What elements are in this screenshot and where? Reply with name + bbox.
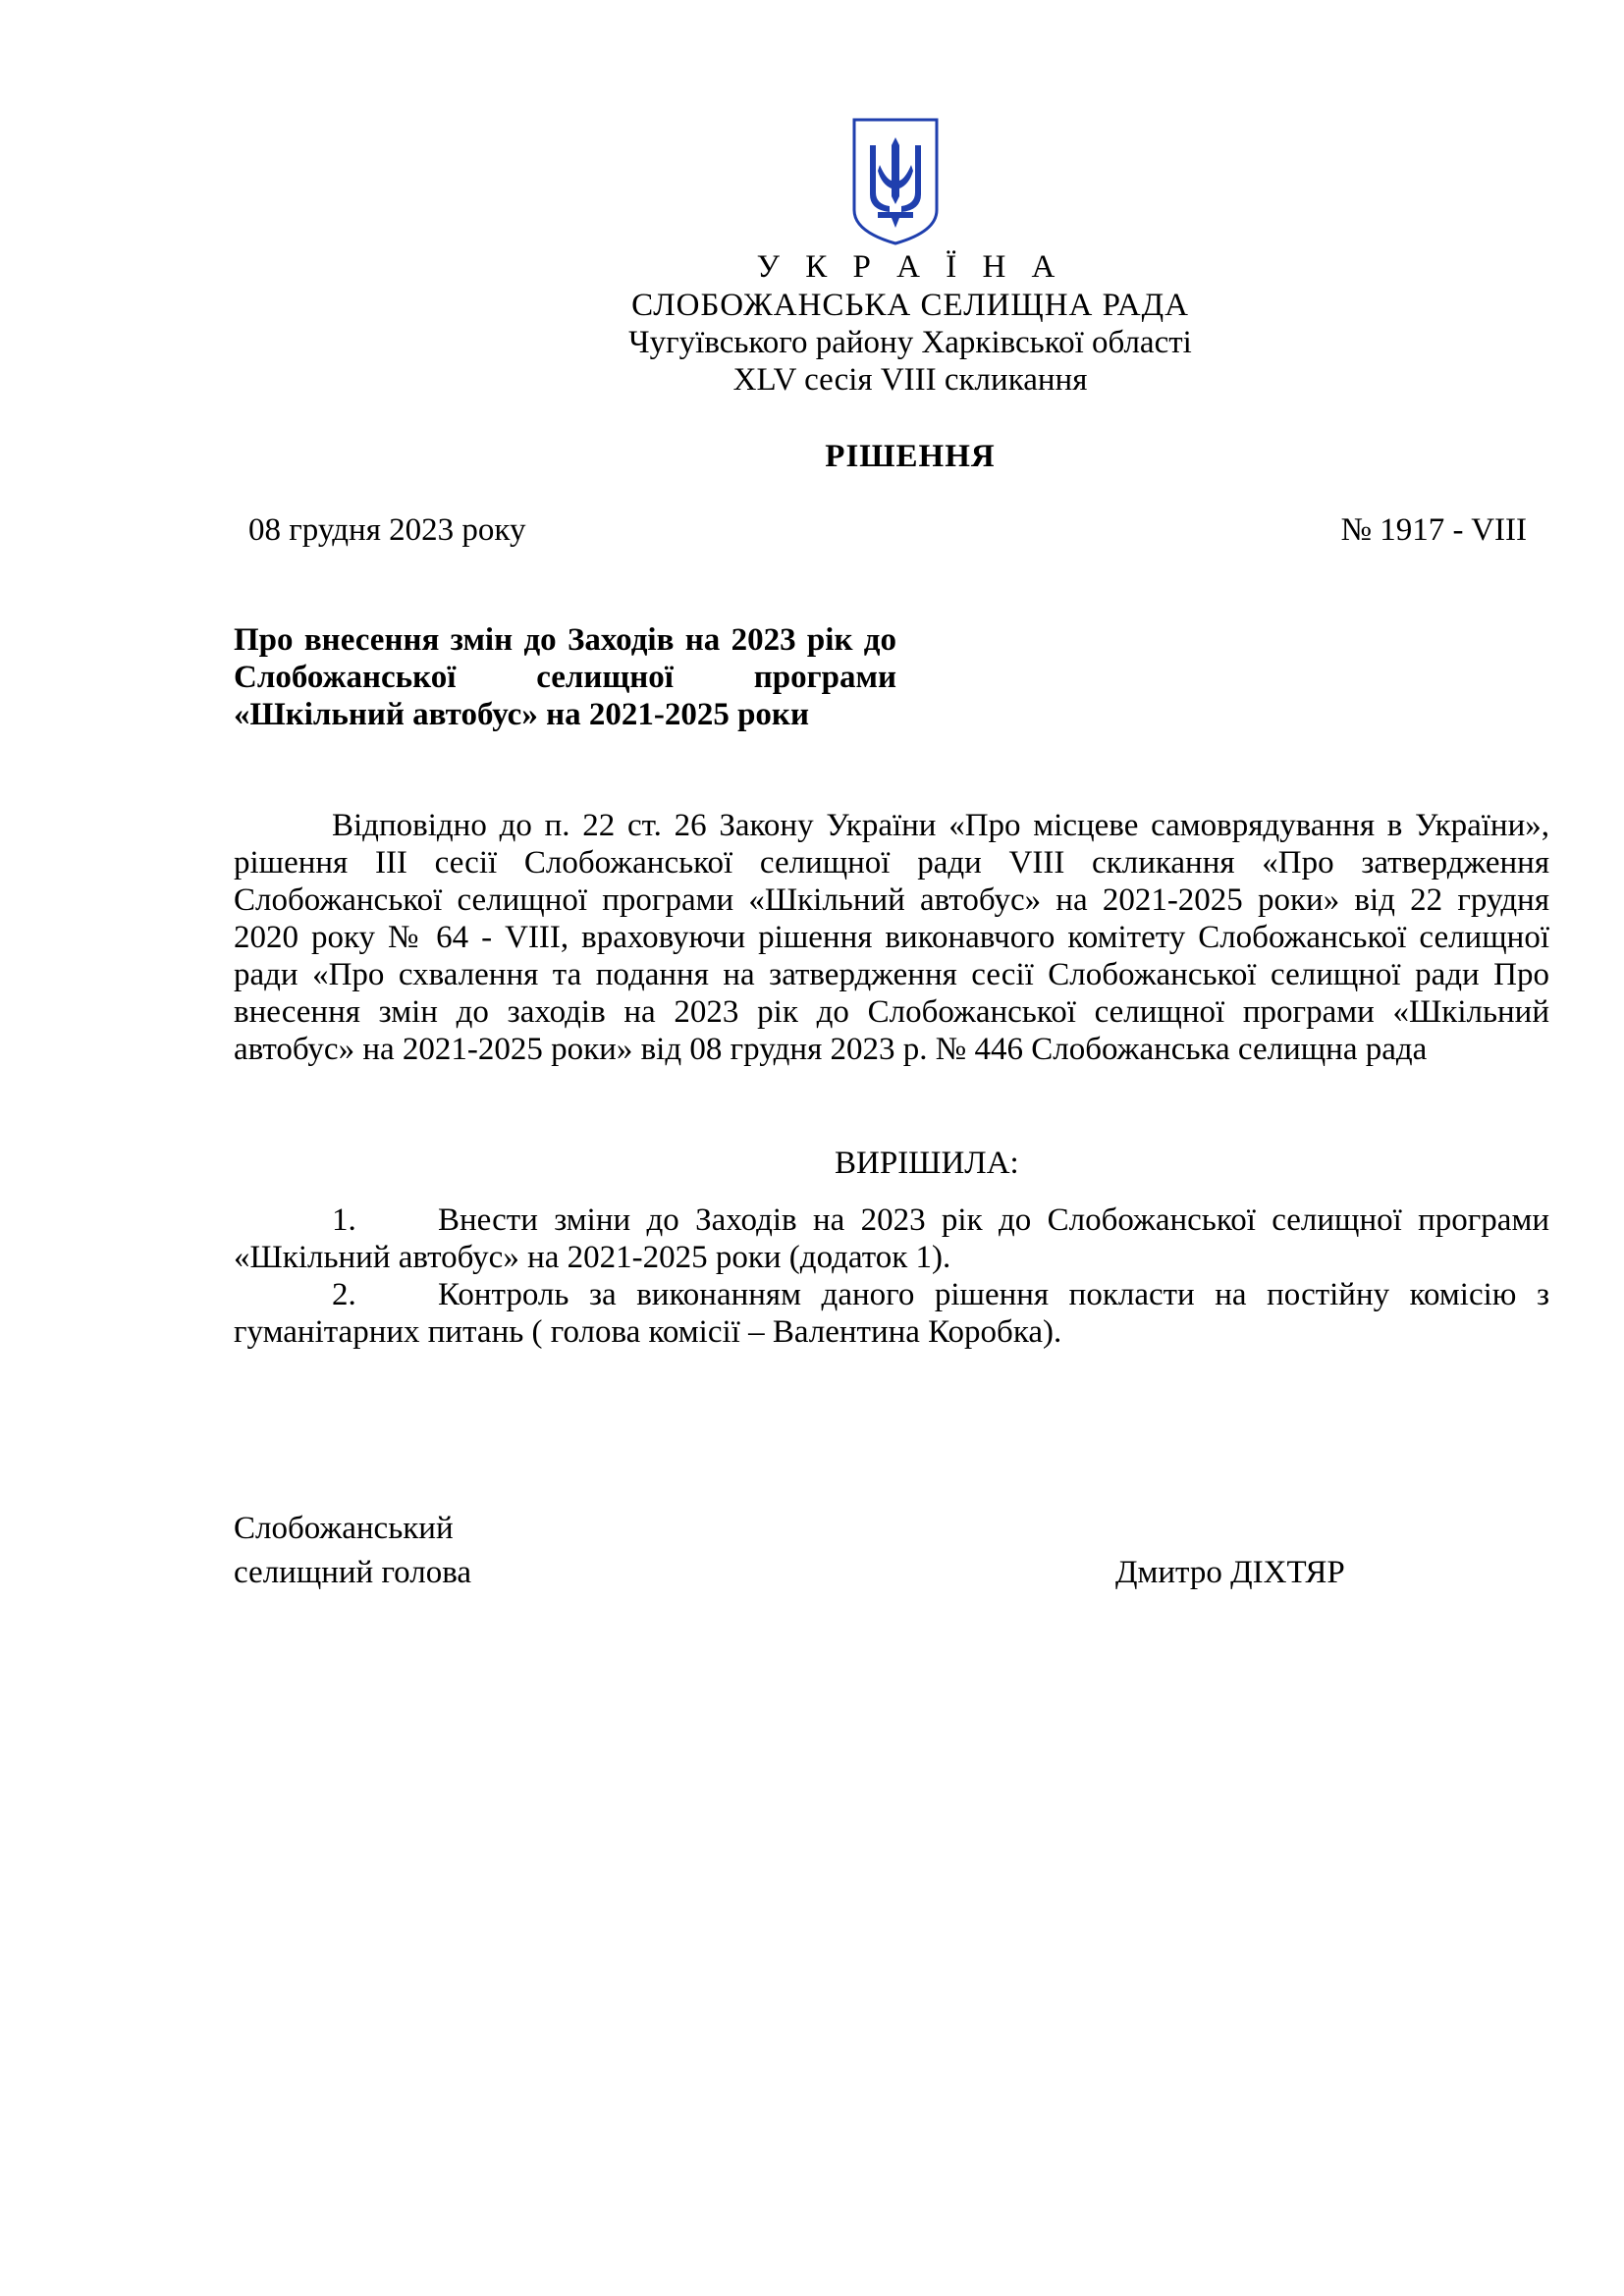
preamble-paragraph [234,807,1549,1068]
preamble-line: рішення III сесії Слобожанської селищної ради VIII скликання «Про затвердження [234,845,1549,881]
subject-line: Про внесення змін до Заходів на 2023 рік до [234,622,896,658]
decision-item-number: 1. [332,1202,356,1238]
decision-date: 08 грудня 2023 року [248,512,526,548]
preamble-line: Відповідно до п. 22 ст. 26 Закону України «Про місцеве самоврядування в України», [332,808,1549,843]
trident-coat-of-arms-icon [850,116,941,247]
country-name: У К Р А Ї Н А [756,249,1064,285]
subject-line: «Шкільний автобус» на 2021-2025 роки [234,697,809,732]
council-name: СЛОБОЖАНСЬКА СЕЛИЩНА РАДА [631,288,1189,323]
preamble-line: ради «Про схвалення та подання на затвердження сесії Слобожанської селищної ради Про [234,957,1549,992]
decided-heading: ВИРІШИЛА: [835,1146,1019,1181]
district-name: Чугуївського району Харківської області [628,325,1192,360]
decision-list [234,1201,1549,1351]
document-type-title: РІШЕННЯ [825,439,996,474]
decision-number: № 1917 - VIII [1340,512,1527,548]
preamble-line: автобус» на 2021-2025 роки» від 08 грудня 2023 р. № 446 Слобожанська селищна рада [234,1032,1428,1067]
decision-item-text: Контроль за виконанням даного рішення покласти на постійну комісію з [438,1277,1549,1312]
preamble-line: внесення змін до заходів на 2023 рік до Слобожанської селищної програми «Шкільний [234,994,1549,1030]
decision-item-text: Внести зміни до Заходів на 2023 рік до Слобожанської селищної програми [438,1202,1549,1238]
decision-subject [234,621,896,733]
decision-item [234,1276,1549,1313]
decision-item-continuation: «Шкільний автобус» на 2021-2025 роки (додаток 1). [234,1240,951,1275]
decision-item-continuation: гуманітарних питань ( голова комісії – Валентина Коробка). [234,1314,1062,1350]
signatory-name: Дмитро ДІХТЯР [1115,1555,1345,1590]
signatory-title-line: селищний голова [234,1555,472,1590]
session-name: XLV сесія VIII скликання [732,362,1088,398]
signatory-title-line: Слобожанський [234,1511,454,1546]
decision-item [234,1201,1549,1239]
decision-item-number: 2. [332,1277,356,1312]
preamble-line: Слобожанської селищної програми «Шкільний автобус» на 2021-2025 роки» від 22 грудня [234,882,1549,918]
preamble-line: 2020 року № 64 - VIII, враховуючи рішення виконавчого комітету Слобожанської селищної [234,920,1549,955]
subject-line: Слобожанської селищної програми [234,660,896,695]
